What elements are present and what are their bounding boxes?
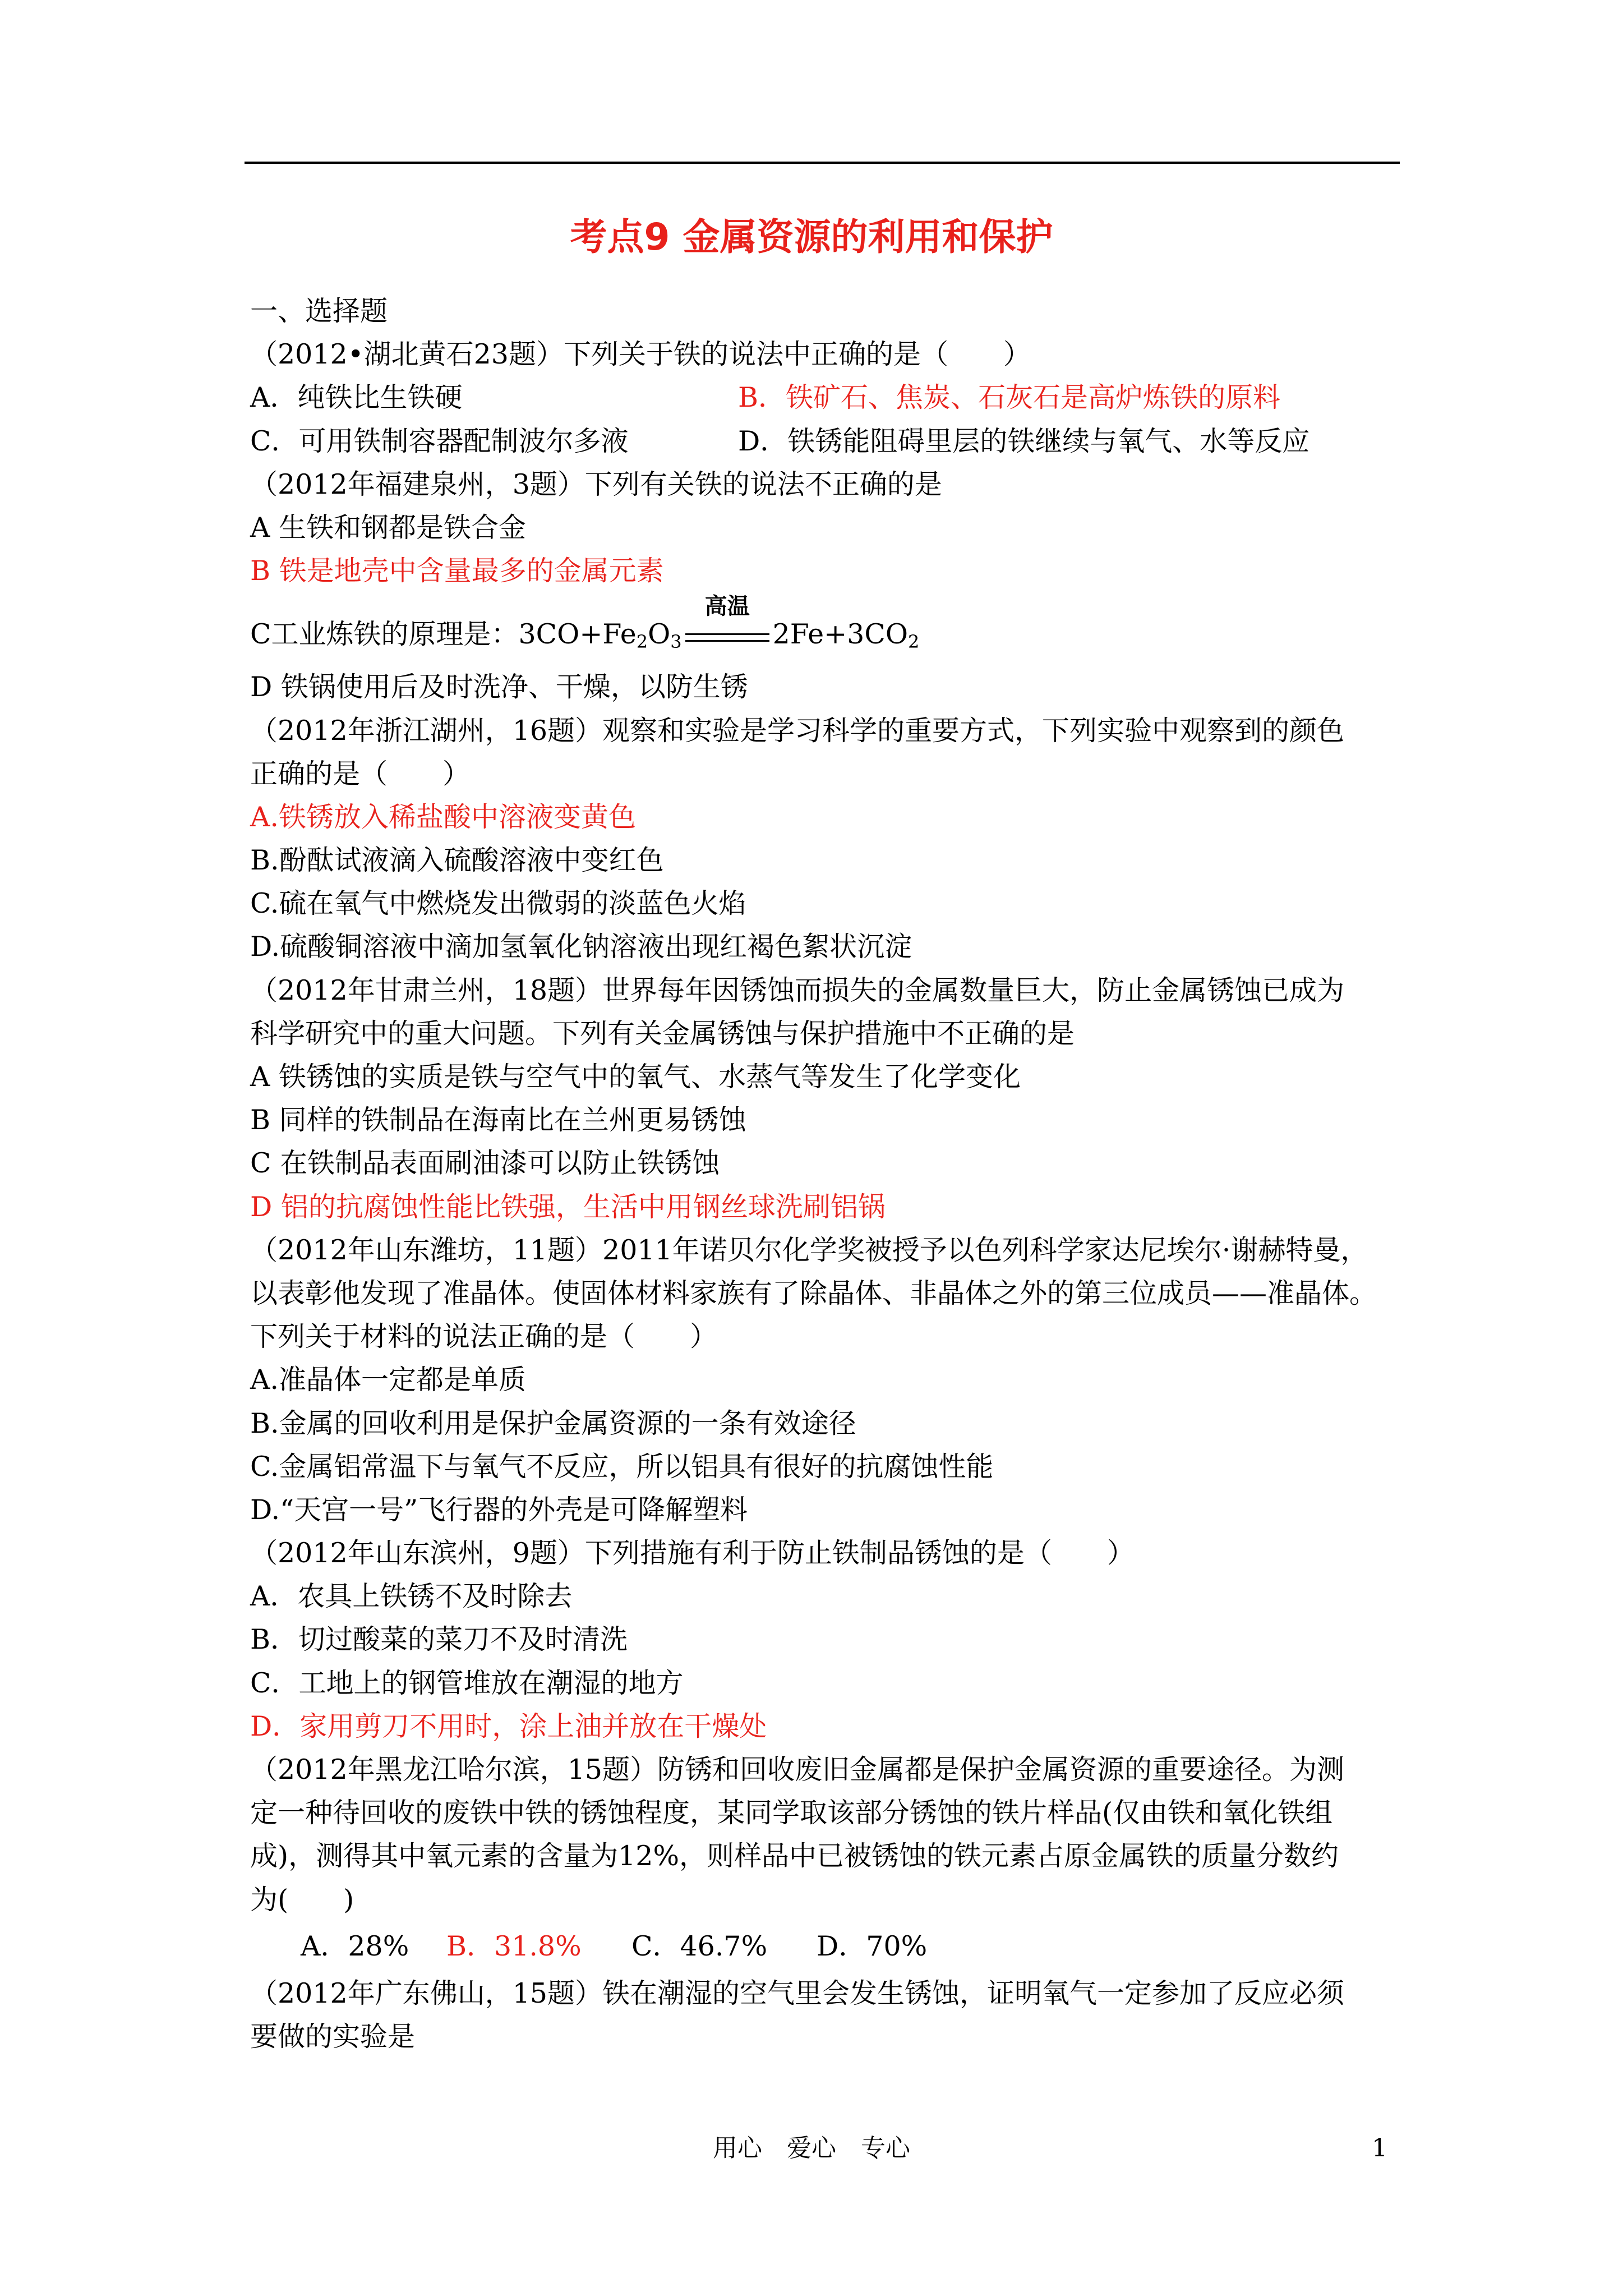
question-3-stem-cont: 正确的是（ ） [250,757,471,790]
question-4-option-a: A 铁锈蚀的实质是铁与空气中的氧气、水蒸气等发生了化学变化 [250,1061,1021,1093]
question-2-stem: （2012年福建泉州，3题）下列有关铁的说法不正确的是 [250,468,942,500]
question-5-option-d: D.“天宫一号”飞行器的外壳是可降解塑料 [250,1493,748,1526]
question-6-option-a: A．农具上铁锈不及时除去 [250,1580,573,1613]
question-1-options-row2 [250,420,1405,463]
question-1-option-a: A．纯铁比生铁硬 [250,381,463,414]
question-3-option-d: D.硫酸铜溶液中滴加氢氧化钠溶液出现红褐色絮状沉淀 [250,931,912,963]
question-6-option-d: D．家用剪刀不用时，涂上油并放在干燥处 [250,1710,767,1742]
page-number: 1 [1372,2134,1387,2162]
question-7-stem-cont: 定一种待回收的废铁中铁的锈蚀程度，某同学取该部分锈蚀的铁片样品(仅由铁和氧化铁组 [250,1797,1333,1829]
question-7-option-b: B．31.8% [446,1930,582,1962]
question-7-stem-cont3: 为( ) [250,1883,354,1916]
question-2-option-c-prefix: C工业炼铁的原理是： [250,618,519,651]
question-4-option-b: B 同样的铁制品在海南比在兰州更易锈蚀 [250,1104,746,1137]
question-1-stem: （2012•湖北黄石23题）下列关于铁的说法中正确的是（ ） [250,338,1031,371]
question-1-option-d: D．铁锈能阻碍里层的铁继续与氧气、水等反应 [738,425,1310,457]
header-rule [245,162,1400,164]
question-4-option-d: D 铝的抗腐蚀性能比铁强，生活中用钢丝球洗刷铝锅 [250,1190,886,1223]
question-6-option-c: C．工地上的钢管堆放在潮湿的地方 [250,1667,684,1699]
question-4-stem-cont: 科学研究中的重大问题。下列有关金属锈蚀与保护措施中不正确的是 [250,1017,1075,1050]
question-7-option-c: C．46.7% [631,1930,768,1962]
question-4-stem: （2012年甘肃兰州，18题）世界每年因锈蚀而损失的金属数量巨大，防止金属锈蚀已成为 [250,974,1345,1006]
equation-subscript: 3 [670,631,682,653]
document-body [250,289,1405,2058]
question-7-options [250,1921,1405,1972]
equation-subscript: 2 [636,631,648,653]
equation-condition: 高温 [704,593,750,619]
equation-reactant-co: 3CO+Fe [518,618,637,651]
question-3-stem: （2012年浙江湖州，16题）观察和实验是学习科学的重要方式，下列实验中观察到的颜色 [250,714,1345,747]
question-1-option-b: B．铁矿石、焦炭、石灰石是高炉炼铁的原料 [738,381,1281,414]
question-2-option-c [250,592,1405,665]
question-2-option-b: B 铁是地壳中含量最多的金属元素 [250,555,664,587]
section-heading: 一、选择题 [250,295,388,327]
question-7-stem-cont2: 成)，测得其中氧元素的含量为12%，则样品中已被锈蚀的铁元素占原金属铁的质量分数约 [250,1840,1339,1872]
chemical-equation [519,592,920,677]
question-8-stem: （2012年广东佛山，15题）铁在潮湿的空气里会发生锈蚀，证明氧气一定参加了反应必须 [250,1977,1345,2009]
question-5-stem: （2012年山东潍坊，11题）2011年诺贝尔化学奖被授予以色列科学家达尼埃尔·谢赫特曼， [250,1234,1368,1266]
question-4-option-c: C 在铁制品表面刷油漆可以防止铁锈蚀 [250,1147,720,1180]
question-5-stem-cont2: 下列关于材料的说法正确的是（ ） [250,1320,718,1353]
question-3-option-a: A.铁锈放入稀盐酸中溶液变黄色 [250,800,636,833]
page-footer: 用心 爱心 专心 [713,2134,910,2162]
question-2-option-a: A 生铁和钢都是铁合金 [250,511,526,544]
equation-products: 2Fe+3CO [772,618,908,651]
question-5-stem-cont: 以表彰他发现了准晶体。使固体材料家族有了除晶体、非晶体之外的第三位成员——准晶体。 [250,1277,1377,1309]
question-7-option-a: A．28% [301,1930,409,1962]
question-3-option-b: B.酚酞试液滴入硫酸溶液中变红色 [250,844,664,877]
question-1-options-row1 [250,376,1405,419]
question-8-stem-cont: 要做的实验是 [250,2020,416,2053]
question-6-option-b: B．切过酸菜的菜刀不及时清洗 [250,1623,628,1656]
question-5-option-a: A.准晶体一定都是单质 [250,1364,526,1396]
question-7-option-d: D．70% [817,1930,928,1962]
equation-reactant-o: O [648,618,671,651]
page-title: 考点9 金属资源的利用和保护 [570,215,1053,259]
question-1-option-c: C．可用铁制容器配制波尔多液 [250,425,629,457]
question-5-option-b: B.金属的回收利用是保护金属资源的一条有效途径 [250,1407,856,1439]
equation-equals-sign [685,593,769,648]
question-2-option-d: D 铁锅使用后及时洗净、干燥，以防生锈 [250,671,748,703]
question-7-stem: （2012年黑龙江哈尔滨，15题）防锈和回收废旧金属都是保护金属资源的重要途径。为测 [250,1754,1345,1786]
question-3-option-c: C.硫在氧气中燃烧发出微弱的淡蓝色火焰 [250,887,746,920]
question-6-stem: （2012年山东滨州，9题）下列措施有利于防止铁制品锈蚀的是（ ） [250,1537,1135,1570]
question-5-option-c: C.金属铝常温下与氧气不反应，所以铝具有很好的抗腐蚀性能 [250,1450,994,1483]
equation-subscript: 2 [908,631,920,653]
